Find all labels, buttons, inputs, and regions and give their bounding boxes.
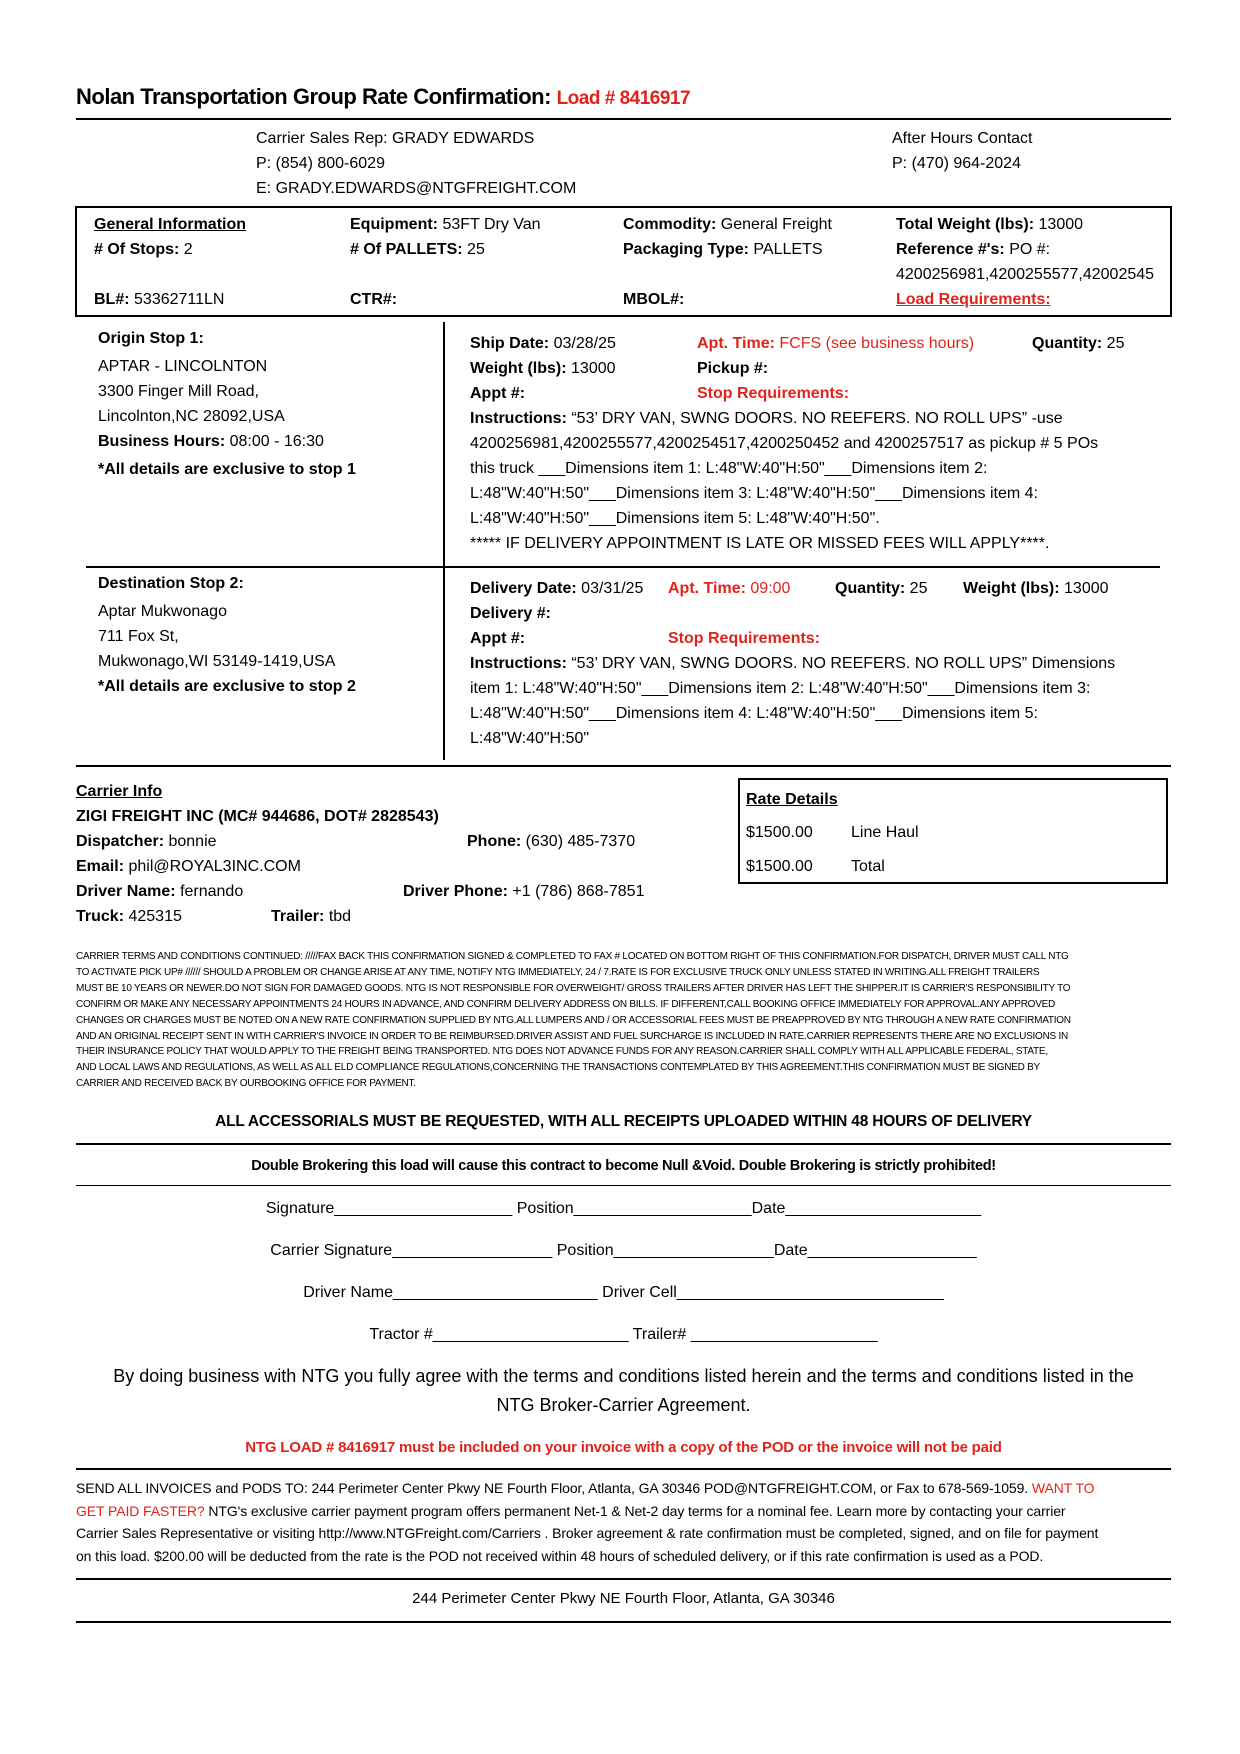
origin-name: APTAR - LINCOLNTON [98, 358, 268, 375]
pallets-row [350, 237, 541, 262]
reference-po: PO #: [1009, 241, 1051, 258]
accessorials-notice: ALL ACCESSORIALS MUST BE REQUESTED, WITH ALL RECEIPTS UPLOADED WITHIN 48 HOURS OF DELIVERY [215, 1113, 1032, 1130]
origin-weight-value: 13000 [571, 360, 616, 377]
destination-instructions-text-1: “53’ DRY VAN, SWNG DOORS. NO REEFERS. NO ROLL UPS” Dimensions [571, 655, 1116, 672]
terms-line: CONFIRM OR MAKE ANY NECESSARY APPOINTMENTS 24 HOURS IN ADVANCE, AND CONFIRM DELIVERY ADDRESS ON BILLS. IF DIFFERENT,CALL BOOKING OFFICE IMMEDIATELY FOR APPROVAL.ANY APPROVED [76, 998, 1056, 1010]
destination-weight-row [963, 576, 1109, 601]
destination-stop-requirements: Stop Requirements: [668, 630, 821, 647]
stops-vertical-divider [443, 322, 445, 760]
reference-label: Reference #'s: [896, 241, 1005, 258]
origin-instructions-4: L:48"W:40"H:50"___Dimensions item 3: L:48"W:40"H:50"___Dimensions item 4: [470, 485, 1038, 502]
stops-label: # Of Stops: [94, 241, 180, 258]
stops-value: 2 [183, 241, 193, 258]
trailer-value: tbd [328, 908, 352, 925]
carrier-phone-row [467, 829, 635, 854]
carrier-email-value: phil@ROYAL3INC.COM [128, 858, 301, 875]
destination-quantity-label: Quantity: [835, 580, 906, 597]
packaging-row [623, 237, 832, 262]
equipment-row [350, 212, 541, 237]
destination-exclusive: *All details are exclusive to stop 2 [98, 678, 356, 695]
rate-heading: Rate Details [746, 791, 838, 808]
origin-stop-requirements: Stop Requirements: [697, 385, 850, 402]
get-paid-faster: GET PAID FASTER? [76, 1502, 205, 1519]
origin-address-block [98, 326, 356, 482]
dispatcher-row [76, 829, 217, 854]
total-row [746, 854, 885, 879]
terms-line: CARRIER AND RECEIVED BACK BY OURBOOKING OFFICE FOR PAYMENT. [76, 1078, 416, 1090]
bl-row [94, 287, 246, 312]
general-col-2 [350, 212, 541, 312]
destination-instructions-1 [470, 651, 1160, 676]
terms-line: AND AN ORIGINAL RECEIPT SENT IN WITH CARRIER'S INVOICE IN ORDER TO BE REIMBURSED.DRIVER ASSIST AND FUEL SURCHARGE IS INCLUDED IN RATE.CARRIER REPRESENTS THERE ARE NO EXCLUSIONS IN [76, 1030, 1068, 1042]
origin-instructions-5: L:48"W:40"H:50"___Dimensions item 5: L:48"W:40"H:50". [470, 510, 880, 527]
invoice-line-1 [76, 1477, 1176, 1500]
sales-rep-email: E: GRADY.EDWARDS@NTGFREIGHT.COM [256, 180, 577, 197]
destination-instructions-3: L:48"W:40"H:50"___Dimensions item 4: L:48"W:40"H:50"___Dimensions item 5: [470, 705, 1038, 722]
pallets-label: # Of PALLETS: [350, 241, 463, 258]
bl-value: 53362711LN [134, 291, 225, 308]
terms-line: AND LOCAL LAWS AND REGULATIONS, AS WELL AS ALL ELD COMPLIANCE REGULATIONS,CONCERNING THE TRANSACTIONS CONTEMPLATED BY THIS AGREEMENT.THIS CONFIRMATION MUST BE SIGNED BY [76, 1062, 1040, 1074]
packaging-value: PALLETS [753, 241, 823, 258]
origin-quantity-value: 25 [1106, 335, 1125, 352]
driver-name-row [76, 879, 243, 904]
sales-rep: Carrier Sales Rep: GRADY EDWARDS [256, 130, 535, 147]
agreement-line-2: NTG Broker-Carrier Agreement. [496, 1395, 751, 1415]
origin-apt-time-row [697, 331, 974, 356]
invoice-line-2 [76, 1500, 1176, 1523]
invoice-rule [76, 1578, 1171, 1580]
terms-line: MUST BE 10 YEARS OR NEWER.DO NOT SIGN FOR DAMAGED GOODS. NTG IS NOT RESPONSIBLE FOR OVERWEIGHT/ GROSS TRAILERS AFTER DRIVER HAS LEFT THE SHIPPER.IT IS CARRIER'S RESPONSIBILITY TO [76, 982, 1071, 994]
ship-date-value: 03/28/25 [553, 335, 616, 352]
header-rule [76, 118, 1171, 120]
invoice-instructions [76, 1477, 1176, 1567]
pod-notice: NTG LOAD # 8416917 must be included on your invoice with a copy of the POD or the invoice will not be paid [245, 1439, 1002, 1456]
signature-lines [76, 1196, 1171, 1364]
origin-instructions-label: Instructions: [470, 410, 567, 427]
invoice-line-3: Carrier Sales Representative or visiting http://www.NTGFreight.com/Carriers . Broker agreement & rate confirmation must be completed, signed, and on file for payment [76, 1525, 1099, 1541]
equipment-label: Equipment: [350, 216, 438, 233]
load-requirements: Load Requirements: [896, 291, 1051, 308]
agreement-line-1: By doing business with NTG you fully agree with the terms and conditions listed herein and the terms and conditions listed in the [113, 1366, 1134, 1386]
terms-line: CARRIER TERMS AND CONDITIONS CONTINUED: /////FAX BACK THIS CONFIRMATION SIGNED & COMPLETED TO FAX # LOCATED ON BOTTOM RIGHT OF THIS CONFIRMATION.FOR DISPATCH, DRIVER MUST CALL NTG [76, 951, 1069, 962]
carrier-signature-line[interactable]: Carrier Signature__________________ Position__________________Date___________________ [270, 1242, 977, 1259]
dispatcher-value: bonnie [168, 833, 217, 850]
general-col-3 [623, 212, 832, 312]
packaging-label: Packaging Type: [623, 241, 749, 258]
delivery-date-label: Delivery Date: [470, 580, 577, 597]
origin-hours-row [98, 429, 356, 454]
carrier-email-row [76, 854, 676, 879]
origin-instructions-1 [470, 406, 1160, 431]
mbol-label: MBOL#: [623, 291, 685, 308]
origin-appt-label: Appt #: [470, 385, 526, 402]
driver-line[interactable]: Driver Name_______________________ Driver Cell______________________________ [303, 1284, 944, 1301]
origin-exclusive: *All details are exclusive to stop 1 [98, 461, 356, 478]
dispatcher-label: Dispatcher: [76, 833, 165, 850]
tractor-trailer-line[interactable]: Tractor #______________________ Trailer# _____________________ [369, 1326, 878, 1343]
reference-row [896, 237, 1166, 262]
trailer-label: Trailer: [271, 908, 325, 925]
origin-quantity-label: Quantity: [1032, 335, 1103, 352]
origin-instructions-3: this truck ___Dimensions item 1: L:48"W:40"H:50"___Dimensions item 2: [470, 460, 988, 477]
destination-apt-time-row [668, 576, 790, 601]
page-title [76, 84, 690, 110]
footer-rule [76, 1621, 1171, 1623]
line-haul-label: Line Haul [851, 824, 919, 841]
double-brokering-notice: Double Brokering this load will cause this contract to become Null &Void. Double Brokering is strictly prohibited! [251, 1158, 996, 1174]
origin-apt-time-label: Apt. Time: [697, 335, 775, 352]
origin-weight-row [470, 356, 616, 381]
carrier-info-block [76, 779, 676, 929]
delivery-date-row [470, 576, 643, 601]
origin-weight-label: Weight (lbs): [470, 360, 567, 377]
commodity-row [623, 212, 832, 237]
total-weight-row [896, 212, 1166, 237]
stops-row [94, 237, 246, 262]
destination-address1: 711 Fox St, [98, 628, 179, 645]
trailer-row [271, 904, 351, 929]
carrier-phone-value: (630) 485-7370 [525, 833, 636, 850]
origin-apt-time-value: FCFS (see business hours) [779, 335, 975, 352]
after-hours-phone: P: (470) 964-2024 [892, 155, 1021, 172]
delivery-date-value: 03/31/25 [581, 580, 644, 597]
general-col-1 [94, 212, 246, 312]
mbol-row [623, 287, 832, 312]
total-weight-value: 13000 [1038, 216, 1084, 233]
title-text: Nolan Transportation Group Rate Confirmation: [76, 84, 551, 109]
after-hours-label: After Hours Contact [892, 130, 1033, 147]
pickup-label: Pickup #: [697, 360, 769, 377]
destination-weight-label: Weight (lbs): [963, 580, 1060, 597]
pod-rule [76, 1468, 1171, 1470]
after-hours-block [892, 126, 1033, 176]
driver-phone-label: Driver Phone: [403, 883, 508, 900]
pallets-value: 25 [467, 241, 485, 258]
origin-hours-label: Business Hours: [98, 433, 226, 450]
driver-phone-value: +1 (786) 868-7851 [512, 883, 645, 900]
double-brokering-rule [76, 1185, 1171, 1186]
general-col-4 [896, 212, 1166, 312]
destination-apt-time-value: 09:00 [750, 580, 791, 597]
rate-details-box [738, 778, 1168, 884]
ctr-label: CTR#: [350, 291, 398, 308]
truck-value: 425315 [128, 908, 182, 925]
destination-address2: Mukwonago,WI 53149-1419,USA [98, 653, 336, 670]
carrier-heading: Carrier Info [76, 783, 163, 800]
sales-rep-phone: P: (854) 800-6029 [256, 155, 385, 172]
total-label: Total [851, 858, 885, 875]
sales-rep-block [256, 126, 576, 201]
footer-address: 244 Perimeter Center Pkwy NE Fourth Floor, Atlanta, GA 30346 [412, 1590, 835, 1607]
terms-line: THEIR INSURANCE POLICY THAT WOULD APPLY TO THE FREIGHT BEING TRANSPORTED. NTG DOES NOT ADVANCE FUNDS FOR ANY REASON.CARRIER SHALL COMPLY WITH ALL APPLICABLE FEDERAL, STATE, [76, 1046, 1048, 1058]
delivery-number-label: Delivery #: [470, 605, 551, 622]
total-amount: $1500.00 [746, 858, 813, 875]
line-haul-row [746, 820, 919, 845]
stops-bottom-rule [76, 765, 1171, 767]
origin-heading: Origin Stop 1: [98, 330, 204, 347]
truck-label: Truck: [76, 908, 125, 925]
destination-address-block [98, 571, 356, 699]
commodity-value: General Freight [720, 216, 832, 233]
total-weight-label: Total Weight (lbs): [896, 216, 1035, 233]
invoice-address: SEND ALL INVOICES and PODS TO: 244 Perimeter Center Pkwy NE Fourth Floor, Atlanta, GA 30346 POD@NTGFREIGHT.COM, or Fax to 678-569-1059. [76, 1480, 1029, 1496]
ship-date-label: Ship Date: [470, 335, 550, 352]
ship-date-row [470, 331, 616, 356]
want-to: WANT TO [1031, 1480, 1095, 1496]
driver-name-value: fernando [180, 883, 244, 900]
invoice-line-4: on this load. $200.00 will be deducted from the rate is the POD not received within 48 hours of scheduled delivery, or if this rate confirmation is used as a POD. [76, 1547, 1044, 1564]
equipment-value: 53FT Dry Van [442, 216, 541, 233]
terms-block [76, 949, 1176, 1092]
destination-apt-time-label: Apt. Time: [668, 580, 746, 597]
destination-heading: Destination Stop 2: [98, 575, 244, 592]
origin-instructions-text-1: “53’ DRY VAN, SWNG DOORS. NO REEFERS. NO ROLL UPS” -use [571, 410, 1063, 427]
destination-quantity-value: 25 [909, 580, 928, 597]
origin-hours-value: 08:00 - 16:30 [229, 433, 324, 450]
terms-line: CHANGES OR CHARGES MUST BE NOTED ON A NEW RATE CONFIRMATION SUPPLIED BY NTG.ALL LUMPERS AND / OR ACCESSORIAL FEES MUST BE PREAPPROVED BY NTG THROUGH A NEW RATE CONFIRMATION [76, 1014, 1071, 1026]
carrier-email-label: Email: [76, 858, 125, 875]
truck-row [76, 904, 182, 929]
ctr-row [350, 287, 541, 312]
stops-horizontal-divider [86, 566, 1160, 568]
load-number: Load # 8416917 [556, 88, 691, 109]
driver-name-label: Driver Name: [76, 883, 176, 900]
line-haul-amount: $1500.00 [746, 824, 813, 841]
carrier-name: ZIGI FREIGHT INC (MC# 944686, DOT# 2828543) [76, 808, 439, 825]
destination-quantity-row [835, 576, 927, 601]
origin-address1: 3300 Finger Mill Road, [98, 383, 259, 400]
terms-line: TO ACTIVATE PICK UP# ////// SHOULD A PROBLEM OR CHANGE ARISE AT ANY TIME, NOTIFY NTG IMMEDIATELY, 24 / 7.RATE IS FOR EXCLUSIVE TRUCK ONLY UNLESS STATED IN WRITING.ALL FREIGHT TRAILERS [76, 966, 1040, 978]
driver-phone-row [403, 879, 644, 904]
general-heading: General Information [94, 216, 247, 233]
bl-label: BL#: [94, 291, 130, 308]
destination-instructions-label: Instructions: [470, 655, 567, 672]
destination-weight-value: 13000 [1064, 580, 1109, 597]
origin-details-block [470, 331, 1160, 556]
destination-name: Aptar Mukwonago [98, 603, 227, 620]
carrier-phone-label: Phone: [467, 833, 522, 850]
destination-appt-label: Appt #: [470, 630, 526, 647]
origin-address2: Lincolnton,NC 28092,USA [98, 408, 285, 425]
signature-line[interactable]: Signature____________________ Position____________________Date______________________ [265, 1200, 982, 1217]
payment-program: NTG's exclusive carrier payment program offers permanent Net-1 & Net-2 day terms for a nominal fee. Learn more by contacting your carrier [208, 1502, 1066, 1519]
origin-instructions-2: 4200256981,4200255577,4200254517,4200250452 and 4200257517 as pickup # 5 POs [470, 435, 1099, 452]
reference-numbers: 4200256981,4200255577,42002545 [896, 266, 1155, 283]
destination-instructions-2: item 1: L:48"W:40"H:50"___Dimensions item 2: L:48"W:40"H:50"___Dimensions item 3: [470, 680, 1091, 697]
commodity-label: Commodity: [623, 216, 717, 233]
destination-instructions-4: L:48"W:40"H:50" [470, 730, 590, 747]
destination-details-block [470, 576, 1160, 751]
accessorials-rule [76, 1143, 1171, 1145]
origin-instructions-6: ***** IF DELIVERY APPOINTMENT IS LATE OR MISSED FEES WILL APPLY****. [470, 535, 1050, 552]
origin-quantity-row [1032, 331, 1124, 356]
agreement-text [76, 1362, 1171, 1420]
